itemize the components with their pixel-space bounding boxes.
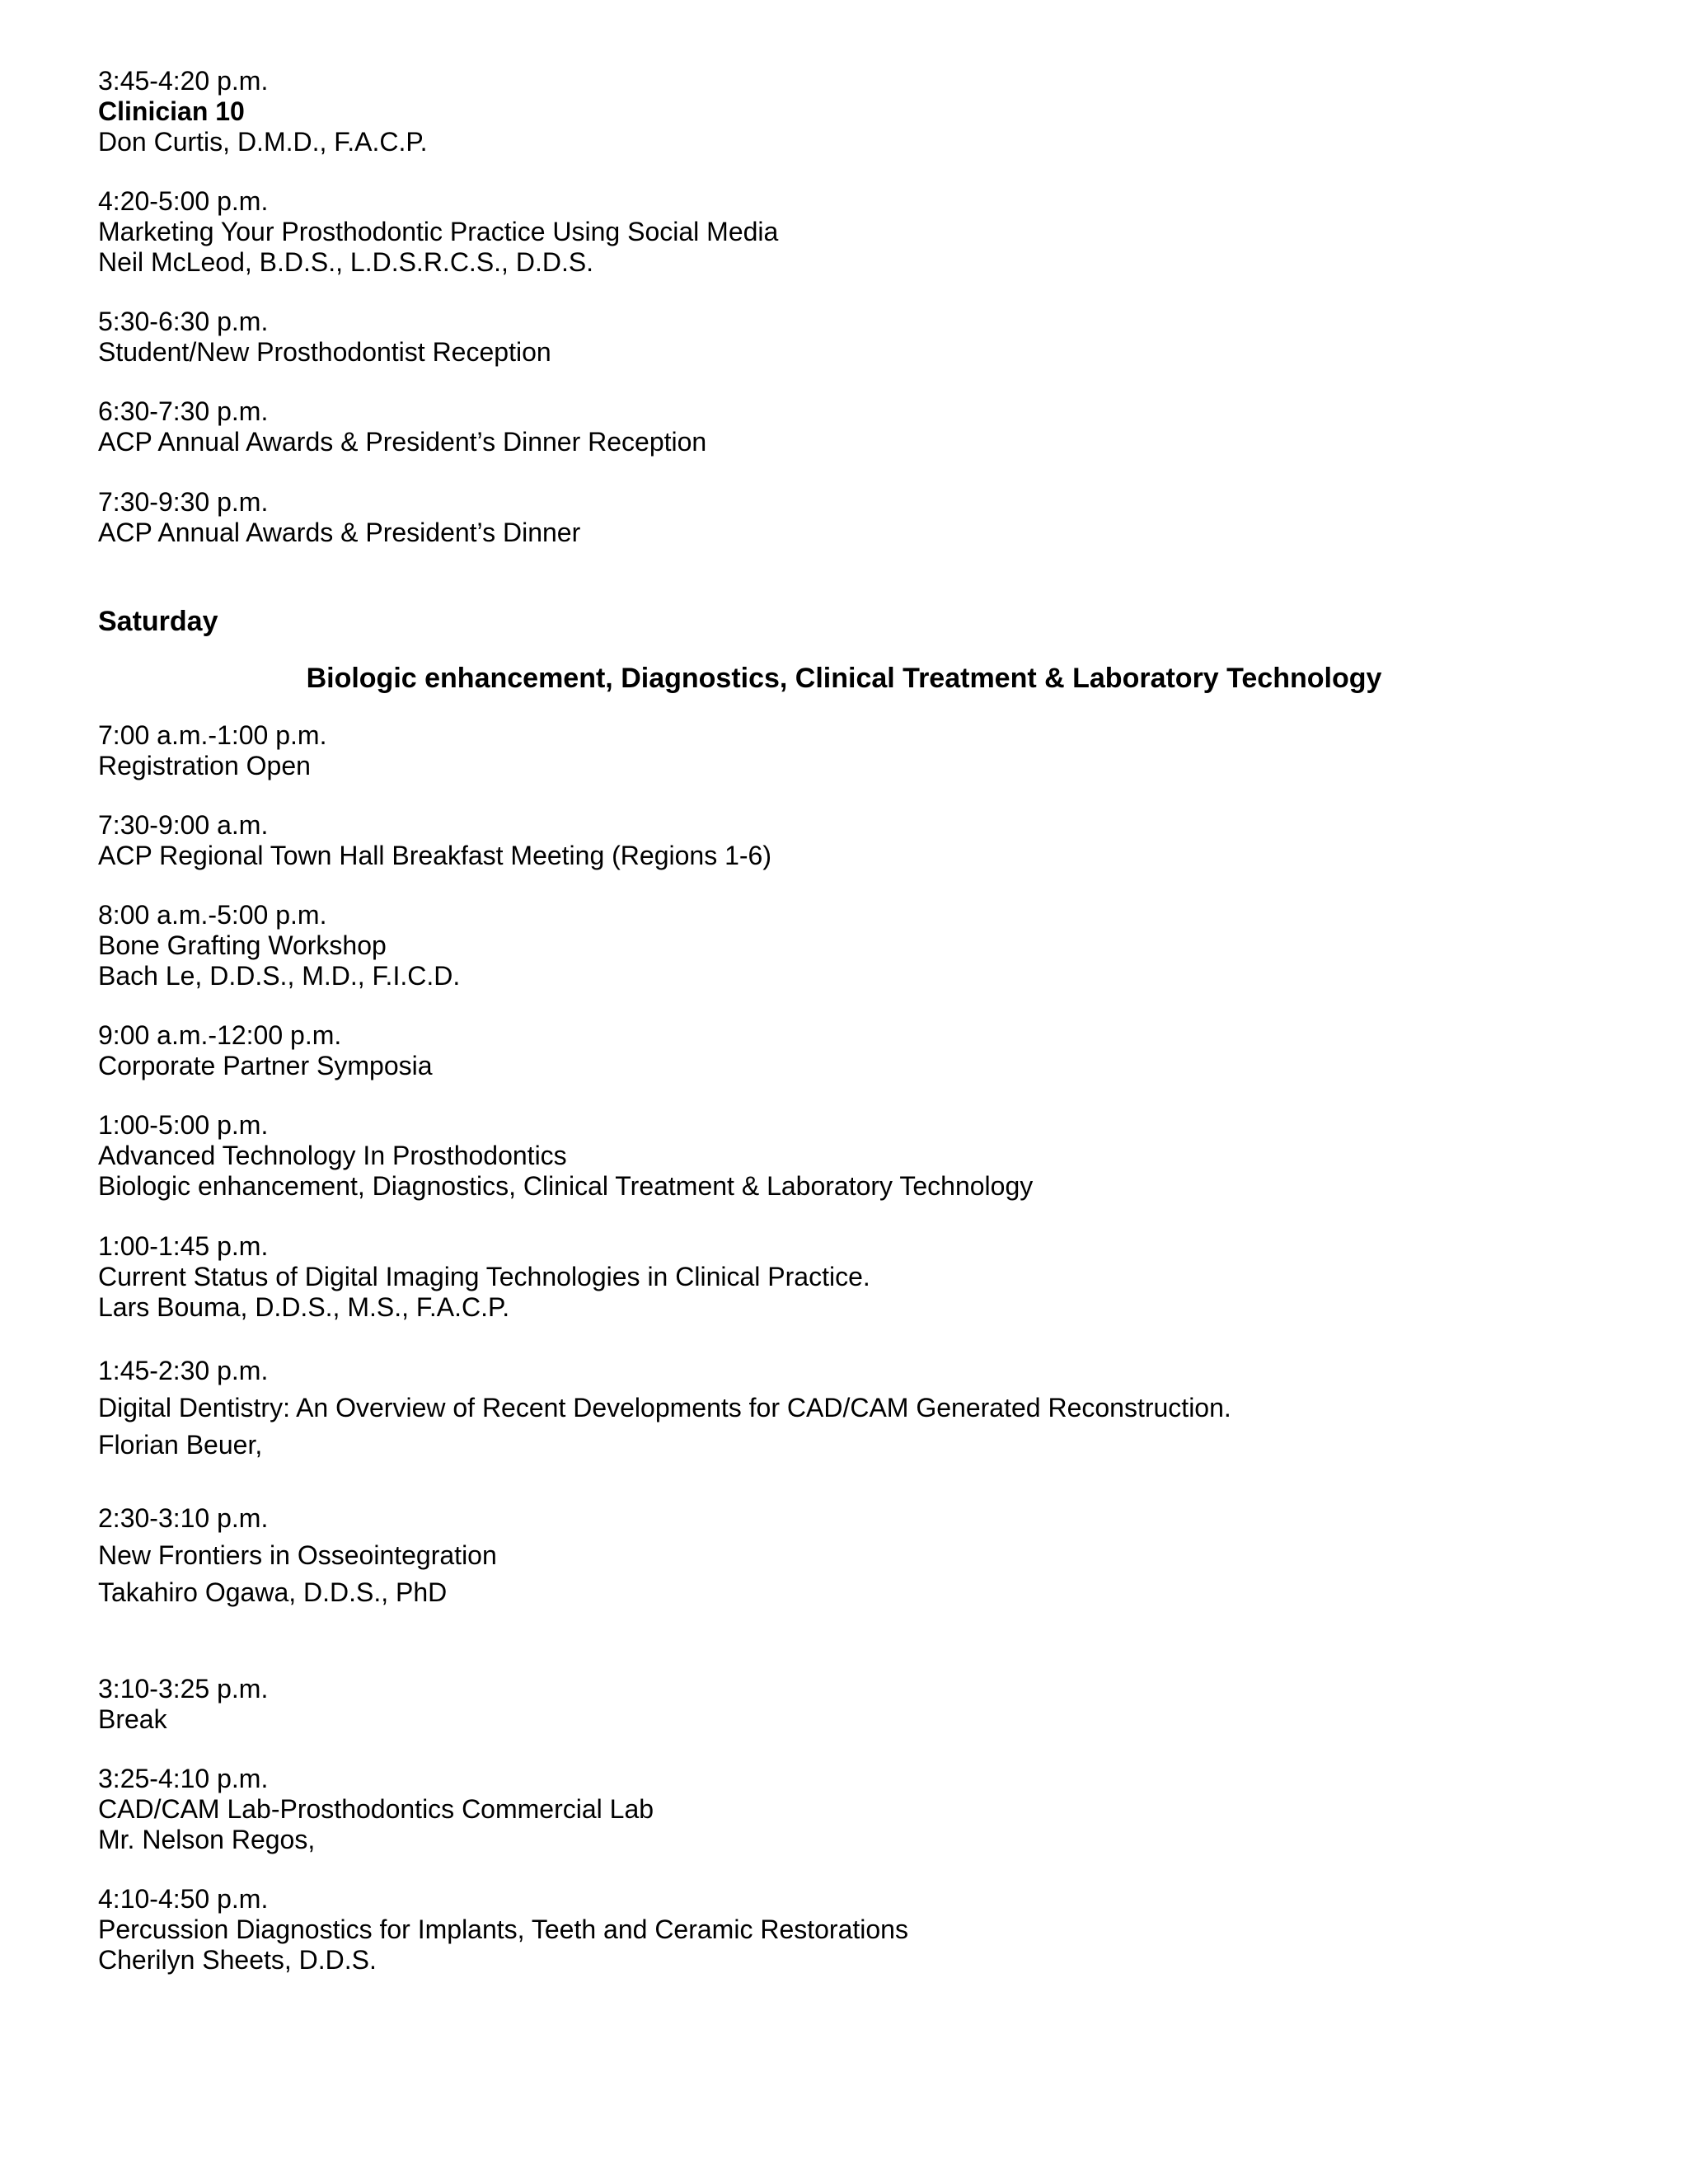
session-awards-reception [98,396,1582,457]
session-registration [98,720,1582,781]
session-clinician-10 [98,66,1582,157]
session-speaker: Mr. Nelson Regos, [98,1825,316,1854]
session-title: Break [98,1704,167,1734]
day-heading: Saturday [98,606,218,637]
session-time: 3:25-4:10 p.m. [98,1764,269,1793]
session-title: Registration Open [98,751,311,780]
session-title: Clinician 10 [98,96,245,126]
session-speaker: Takahiro Ogawa, D.D.S., PhD [98,1577,448,1607]
track-heading: Biologic enhancement, Diagnostics, Clinical Treatment & Laboratory Technology [306,663,1382,694]
session-title: ACP Annual Awards & President’s Dinner [98,518,581,547]
session-awards-dinner [98,487,1582,548]
session-time: 5:30-6:30 p.m. [98,307,269,336]
session-title: New Frontiers in Osseointegration [98,1540,497,1570]
session-speaker: Neil McLeod, B.D.S., L.D.S.R.C.S., D.D.S. [98,247,594,277]
session-time: 2:30-3:10 p.m. [98,1503,269,1533]
session-cad-cam-lab [98,1764,1582,1855]
session-time: 3:45-4:20 p.m. [98,66,269,96]
session-town-hall [98,810,1582,871]
session-speaker: Don Curtis, D.M.D., F.A.C.P. [98,127,428,157]
session-speaker: Lars Bouma, D.D.S., M.S., F.A.C.P. [98,1292,510,1322]
session-osseointegration [98,1500,1582,1611]
session-title: Current Status of Digital Imaging Technologies in Clinical Practice. [98,1262,870,1291]
session-speaker: Florian Beuer, [98,1430,263,1460]
session-time: 1:45-2:30 p.m. [98,1356,269,1385]
session-time: 7:00 a.m.-1:00 p.m. [98,720,327,750]
session-title: ACP Annual Awards & President’s Dinner Reception [98,427,707,457]
session-time: 1:00-1:45 p.m. [98,1231,269,1261]
session-title: CAD/CAM Lab-Prosthodontics Commercial Lab [98,1794,654,1824]
session-digital-imaging [98,1231,1582,1323]
session-break [98,1674,1582,1735]
session-bone-grafting [98,900,1582,991]
session-advanced-technology [98,1110,1582,1202]
session-subtitle: Biologic enhancement, Diagnostics, Clinical Treatment & Laboratory Technology [98,1171,1034,1201]
session-time: 9:00 a.m.-12:00 p.m. [98,1020,342,1050]
session-time: 3:10-3:25 p.m. [98,1674,269,1704]
session-corporate-symposia [98,1020,1582,1081]
session-title: Marketing Your Prosthodontic Practice Using Social Media [98,217,779,246]
session-time: 4:20-5:00 p.m. [98,186,269,216]
session-title: Percussion Diagnostics for Implants, Teeth and Ceramic Restorations [98,1915,908,1944]
session-time: 1:00-5:00 p.m. [98,1110,269,1140]
session-title: Bone Grafting Workshop [98,930,387,960]
session-speaker: Cherilyn Sheets, D.D.S. [98,1945,377,1975]
session-title: ACP Regional Town Hall Breakfast Meeting (Regions 1-6) [98,841,771,870]
session-time: 7:30-9:30 p.m. [98,487,269,517]
session-percussion-diagnostics [98,1884,1582,1975]
session-digital-dentistry [98,1352,1582,1464]
session-marketing [98,186,1582,278]
session-time: 6:30-7:30 p.m. [98,396,269,426]
session-time: 4:10-4:50 p.m. [98,1884,269,1914]
session-time: 7:30-9:00 a.m. [98,810,269,840]
session-title: Student/New Prosthodontist Reception [98,337,551,367]
session-title: Digital Dentistry: An Overview of Recent Developments for CAD/CAM Generated Reconstruction. [98,1393,1231,1422]
session-time: 8:00 a.m.-5:00 p.m. [98,900,327,930]
session-speaker: Bach Le, D.D.S., M.D., F.I.C.D. [98,961,461,991]
session-title: Corporate Partner Symposia [98,1051,433,1080]
session-title: Advanced Technology In Prosthodontics [98,1141,567,1170]
session-student-reception [98,307,1582,368]
